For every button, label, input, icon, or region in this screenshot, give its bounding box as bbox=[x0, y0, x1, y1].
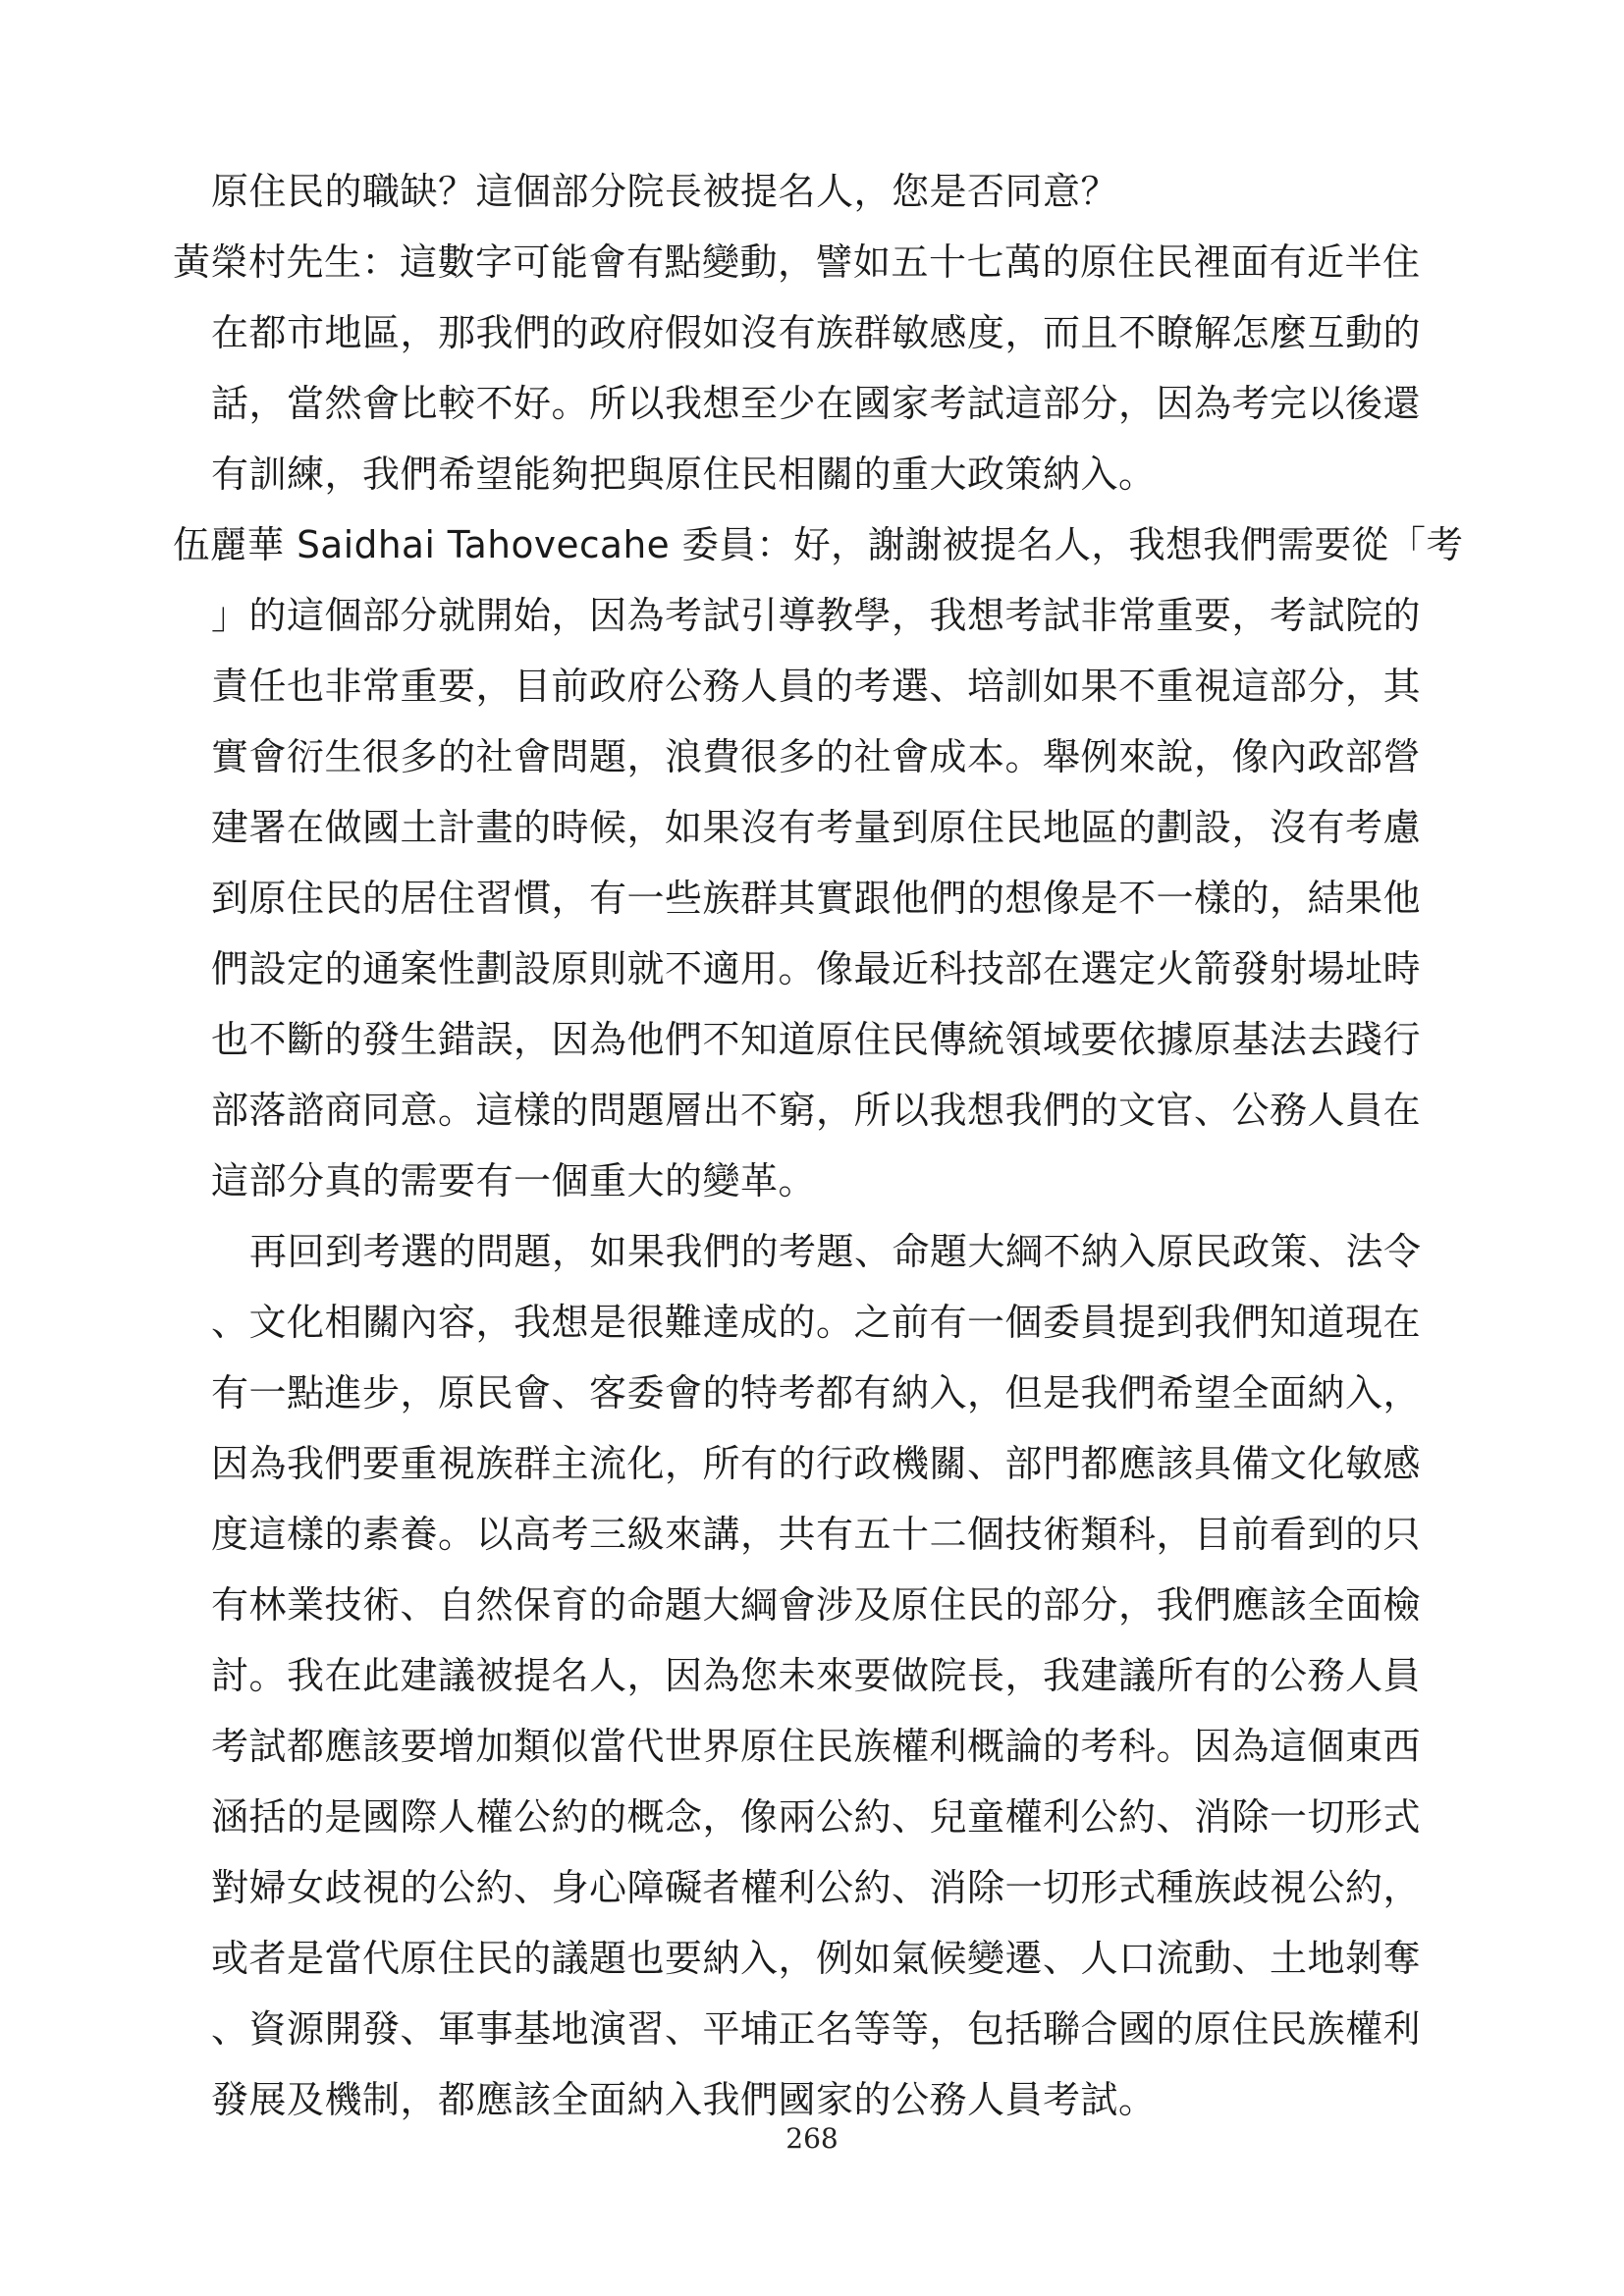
text-line: 部落諮商同意。這樣的問題層出不窮，所以我想我們的文官、公務人員在 bbox=[211, 1089, 1422, 1132]
text-line: 話，當然會比較不好。所以我想至少在國家考試這部分，因為考完以後還 bbox=[211, 382, 1422, 425]
text-line: 有林業技術、自然保育的命題大綱會涉及原住民的部分，我們應該全面檢 bbox=[211, 1583, 1422, 1627]
text-line: 或者是當代原住民的議題也要納入，例如氣候變遷、人口流動、土地剝奪 bbox=[211, 1937, 1422, 1980]
text-line: 」的這個部分就開始，因為考試引導教學，我想考試非常重要，考試院的 bbox=[211, 594, 1422, 637]
text-line: 實會衍生很多的社會問題，浪費很多的社會成本。舉例來說，像內政部營 bbox=[211, 735, 1422, 778]
text-line: 考試都應該要增加類似當代世界原住民族權利概論的考科。因為這個東西 bbox=[211, 1725, 1422, 1768]
text-line: 這部分真的需要有一個重大的變革。 bbox=[211, 1159, 817, 1202]
text-line: 因為我們要重視族群主流化，所有的行政機關、部門都應該具備文化敏感 bbox=[211, 1442, 1422, 1485]
speaker-line: 伍麗華 Saidhai Tahovecahe 委員：好，謝謝被提名人，我想我們需要從「考 bbox=[173, 523, 1464, 566]
text-line: 討。我在此建議被提名人，因為您未來要做院長，我建議所有的公務人員 bbox=[211, 1654, 1422, 1697]
text-line: 到原住民的居住習慣，有一些族群其實跟他們的想像是不一樣的，結果他 bbox=[211, 877, 1422, 920]
text-line: 有一點進步，原民會、客委會的特考都有納入，但是我們希望全面納入， bbox=[211, 1371, 1422, 1415]
text-line: 在都市地區，那我們的政府假如沒有族群敏感度，而且不瞭解怎麼互動的 bbox=[211, 311, 1422, 354]
text-line: 度這樣的素養。以高考三級來講，共有五十二個技術類科，目前看到的只 bbox=[211, 1513, 1422, 1556]
text-line: 建署在做國土計畫的時候，如果沒有考量到原住民地區的劃設，沒有考慮 bbox=[211, 806, 1422, 849]
text-line: 發展及機制，都應該全面納入我們國家的公務人員考試。 bbox=[211, 2078, 1157, 2121]
paragraph-first-line: 再回到考選的問題，如果我們的考題、命題大綱不納入原民政策、法令 bbox=[249, 1230, 1422, 1273]
text-line: 們設定的通案性劃設原則就不適用。像最近科技部在選定火箭發射場址時 bbox=[211, 947, 1422, 990]
text-line: 原住民的職缺？這個部分院長被提名人，您是否同意？ bbox=[211, 170, 1119, 213]
text-line: 涵括的是國際人權公約的概念，像兩公約、兒童權利公約、消除一切形式 bbox=[211, 1795, 1422, 1839]
text-line: 對婦女歧視的公約、身心障礙者權利公約、消除一切形式種族歧視公約， bbox=[211, 1866, 1422, 1909]
text-line: 、文化相關內容，我想是很難達成的。之前有一個委員提到我們知道現在 bbox=[211, 1301, 1422, 1344]
text-line: 責任也非常重要，目前政府公務人員的考選、培訓如果不重視這部分，其 bbox=[211, 665, 1422, 708]
speaker-line: 黃榮村先生：這數字可能會有點變動，譬如五十七萬的原住民裡面有近半住 bbox=[173, 240, 1421, 284]
text-line: 有訓練，我們希望能夠把與原住民相關的重大政策納入。 bbox=[211, 453, 1157, 496]
text-line: 也不斷的發生錯誤，因為他們不知道原住民傳統領域要依據原基法去踐行 bbox=[211, 1018, 1422, 1061]
text-line: 、資源開發、軍事基地演習、平埔正名等等，包括聯合國的原住民族權利 bbox=[211, 2007, 1422, 2051]
page-number: 268 bbox=[785, 2122, 839, 2155]
